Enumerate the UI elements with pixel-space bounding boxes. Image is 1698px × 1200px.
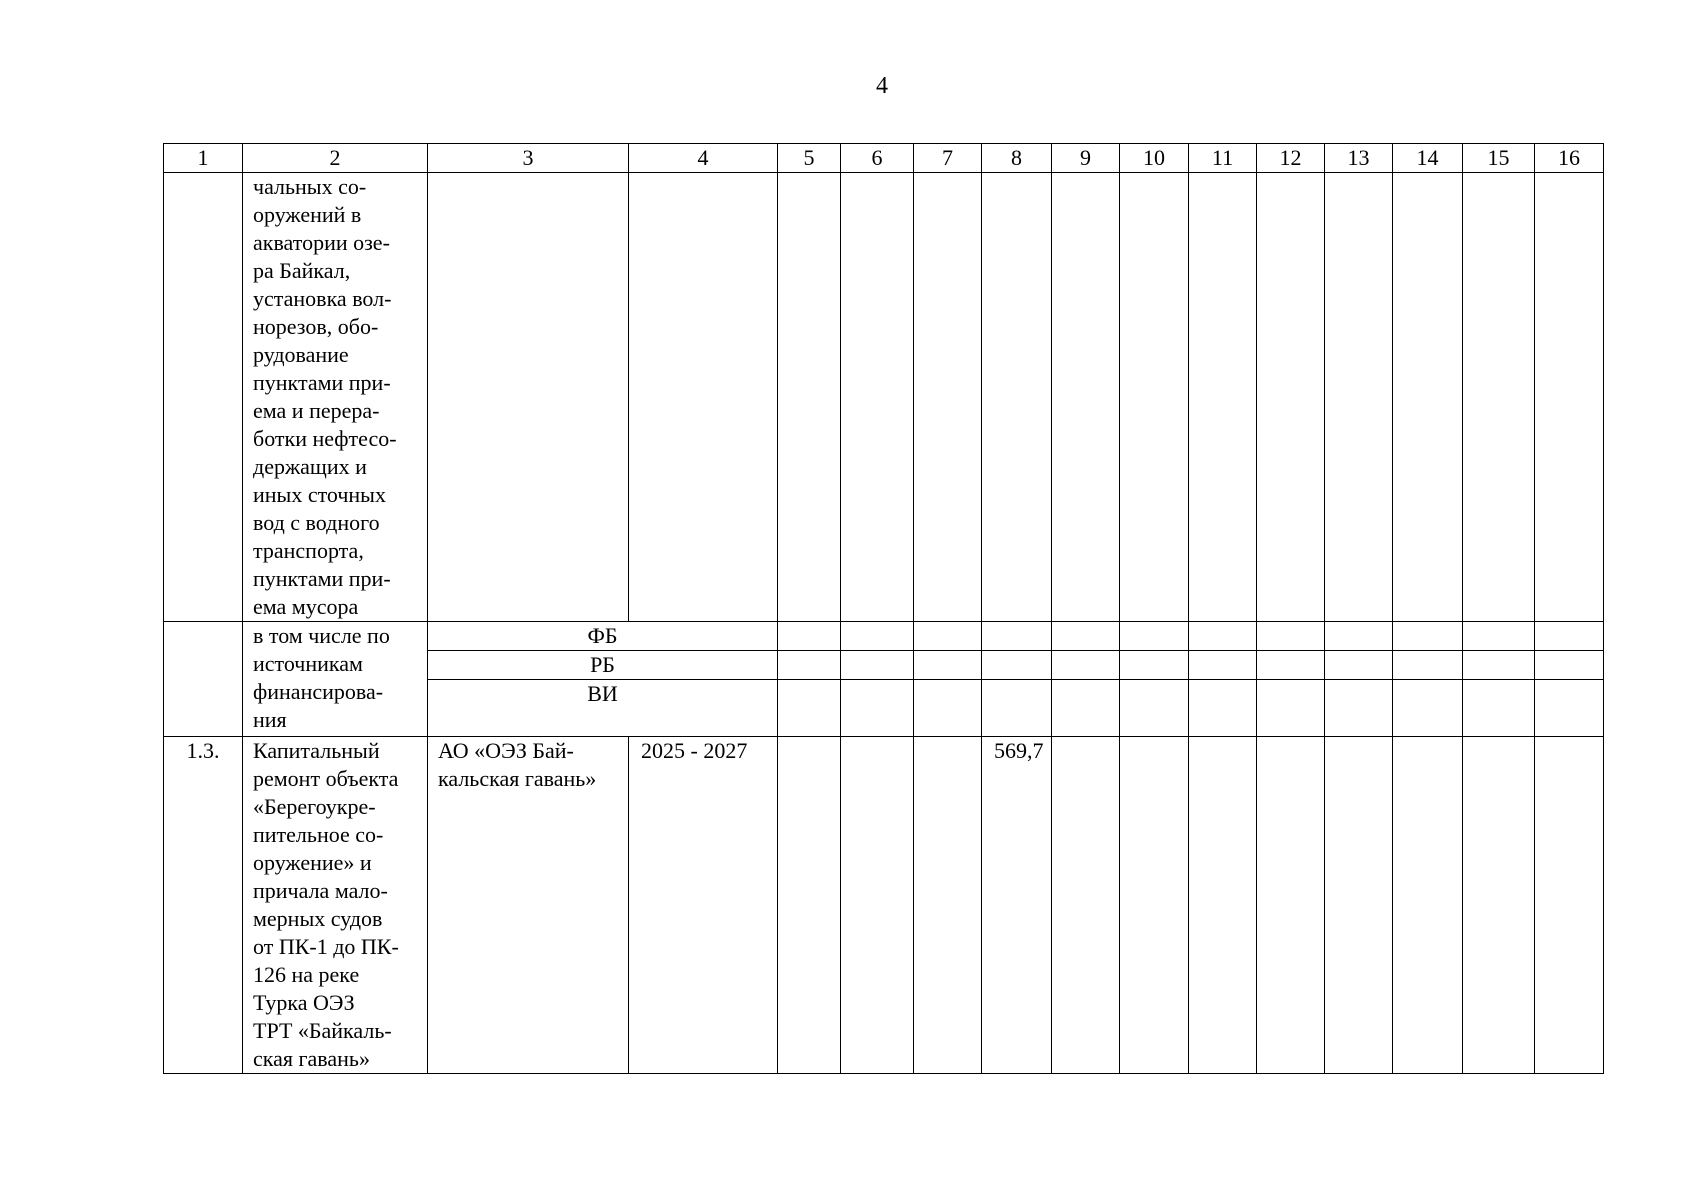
value-cell (778, 651, 841, 680)
period-cell (629, 173, 778, 622)
item-number: 1.3. (164, 737, 243, 1074)
item-name-cell: чальных со- оружений в акватории озе- ра Байкал, установка вол- норезов, обо- рудование пунктами при- ема и перера- ботки нефтесо- держащих и иных сточных вод с водного транспорта, пунктами при- ема мусора (243, 173, 428, 622)
value-cell (1257, 680, 1325, 737)
program-table (163, 143, 1604, 1074)
header-cell: 4 (629, 144, 778, 173)
table-row-item-1-3 (164, 737, 1604, 1074)
value-cell (1463, 622, 1535, 651)
funding-source-rb: РБ (428, 651, 778, 680)
value-cell (1393, 737, 1463, 1074)
value-cell (1257, 622, 1325, 651)
header-cell: 14 (1393, 144, 1463, 173)
page-number: 4 (876, 73, 888, 99)
value-cell (1535, 173, 1604, 622)
value-cell (1325, 680, 1393, 737)
value-cell (1120, 737, 1189, 1074)
value-cell (1189, 173, 1257, 622)
header-cell: 13 (1325, 144, 1393, 173)
funding-label-cell: в том числе по источникам финансирова- ния (243, 622, 428, 737)
header-cell: 11 (1189, 144, 1257, 173)
value-cell (778, 622, 841, 651)
funding-source-fb: ФБ (428, 622, 778, 651)
value-cell (778, 680, 841, 737)
header-cell: 16 (1535, 144, 1604, 173)
value-cell (1463, 651, 1535, 680)
value-cell (982, 680, 1052, 737)
executor-cell: АО «ОЭЗ Бай- кальская гавань» (428, 737, 629, 1074)
value-cell (841, 622, 914, 651)
value-cell (1052, 680, 1120, 737)
value-cell (1189, 680, 1257, 737)
value-cell (1120, 622, 1189, 651)
value-cell (1257, 737, 1325, 1074)
table-row-continuation (164, 173, 1604, 622)
value-cell (841, 173, 914, 622)
value-cell (982, 622, 1052, 651)
value-cell (914, 173, 982, 622)
funding-row-fb (164, 622, 1604, 651)
num-cell (164, 622, 243, 737)
value-cell (841, 737, 914, 1074)
value-cell (914, 737, 982, 1074)
value-cell (1189, 622, 1257, 651)
value-cell (914, 622, 982, 651)
value-cell (1257, 173, 1325, 622)
value-cell (1189, 651, 1257, 680)
value-cell (1463, 737, 1535, 1074)
value-cell (1535, 622, 1604, 651)
value-cell (1535, 737, 1604, 1074)
header-cell: 3 (428, 144, 629, 173)
value-cell (1120, 173, 1189, 622)
value-cell (914, 680, 982, 737)
funding-source-vi: ВИ (428, 680, 778, 737)
header-cell: 12 (1257, 144, 1325, 173)
value-cell (1393, 622, 1463, 651)
header-cell: 2 (243, 144, 428, 173)
value-cell (778, 173, 841, 622)
header-cell: 9 (1052, 144, 1120, 173)
value-cell (1257, 651, 1325, 680)
value-cell (1052, 173, 1120, 622)
value-cell (1325, 622, 1393, 651)
value-cell (778, 737, 841, 1074)
value-cell (1535, 680, 1604, 737)
value-cell (982, 651, 1052, 680)
executor-cell (428, 173, 629, 622)
value-cell (1393, 173, 1463, 622)
table-header-row (164, 144, 1604, 173)
header-cell: 1 (164, 144, 243, 173)
value-cell (982, 173, 1052, 622)
value-cell (1120, 651, 1189, 680)
value-cell (1189, 737, 1257, 1074)
header-cell: 5 (778, 144, 841, 173)
value-cell (1535, 651, 1604, 680)
header-cell: 7 (914, 144, 982, 173)
period-cell: 2025 - 2027 (629, 737, 778, 1074)
value-cell (1463, 173, 1535, 622)
header-cell: 15 (1463, 144, 1535, 173)
value-cell (1325, 651, 1393, 680)
value-cell (1463, 680, 1535, 737)
value-cell (841, 651, 914, 680)
value-cell (1325, 173, 1393, 622)
value-cell (914, 651, 982, 680)
value-cell (1393, 680, 1463, 737)
value-cell (1052, 651, 1120, 680)
header-cell: 10 (1120, 144, 1189, 173)
value-cell (841, 680, 914, 737)
value-cell (1325, 737, 1393, 1074)
value-cell (1052, 737, 1120, 1074)
value-cell (1120, 680, 1189, 737)
header-cell: 6 (841, 144, 914, 173)
value-cell-col8: 569,7 (982, 737, 1052, 1074)
item-name-cell: Капитальный ремонт объекта «Берегоукре- пительное со- оружение» и причала мало- мерных судов от ПК-1 до ПК- 126 на реке Турка ОЭЗ ТРТ «Байкаль- ская гавань» (243, 737, 428, 1074)
value-cell (1393, 651, 1463, 680)
value-cell (1052, 622, 1120, 651)
num-cell (164, 173, 243, 622)
header-cell: 8 (982, 144, 1052, 173)
